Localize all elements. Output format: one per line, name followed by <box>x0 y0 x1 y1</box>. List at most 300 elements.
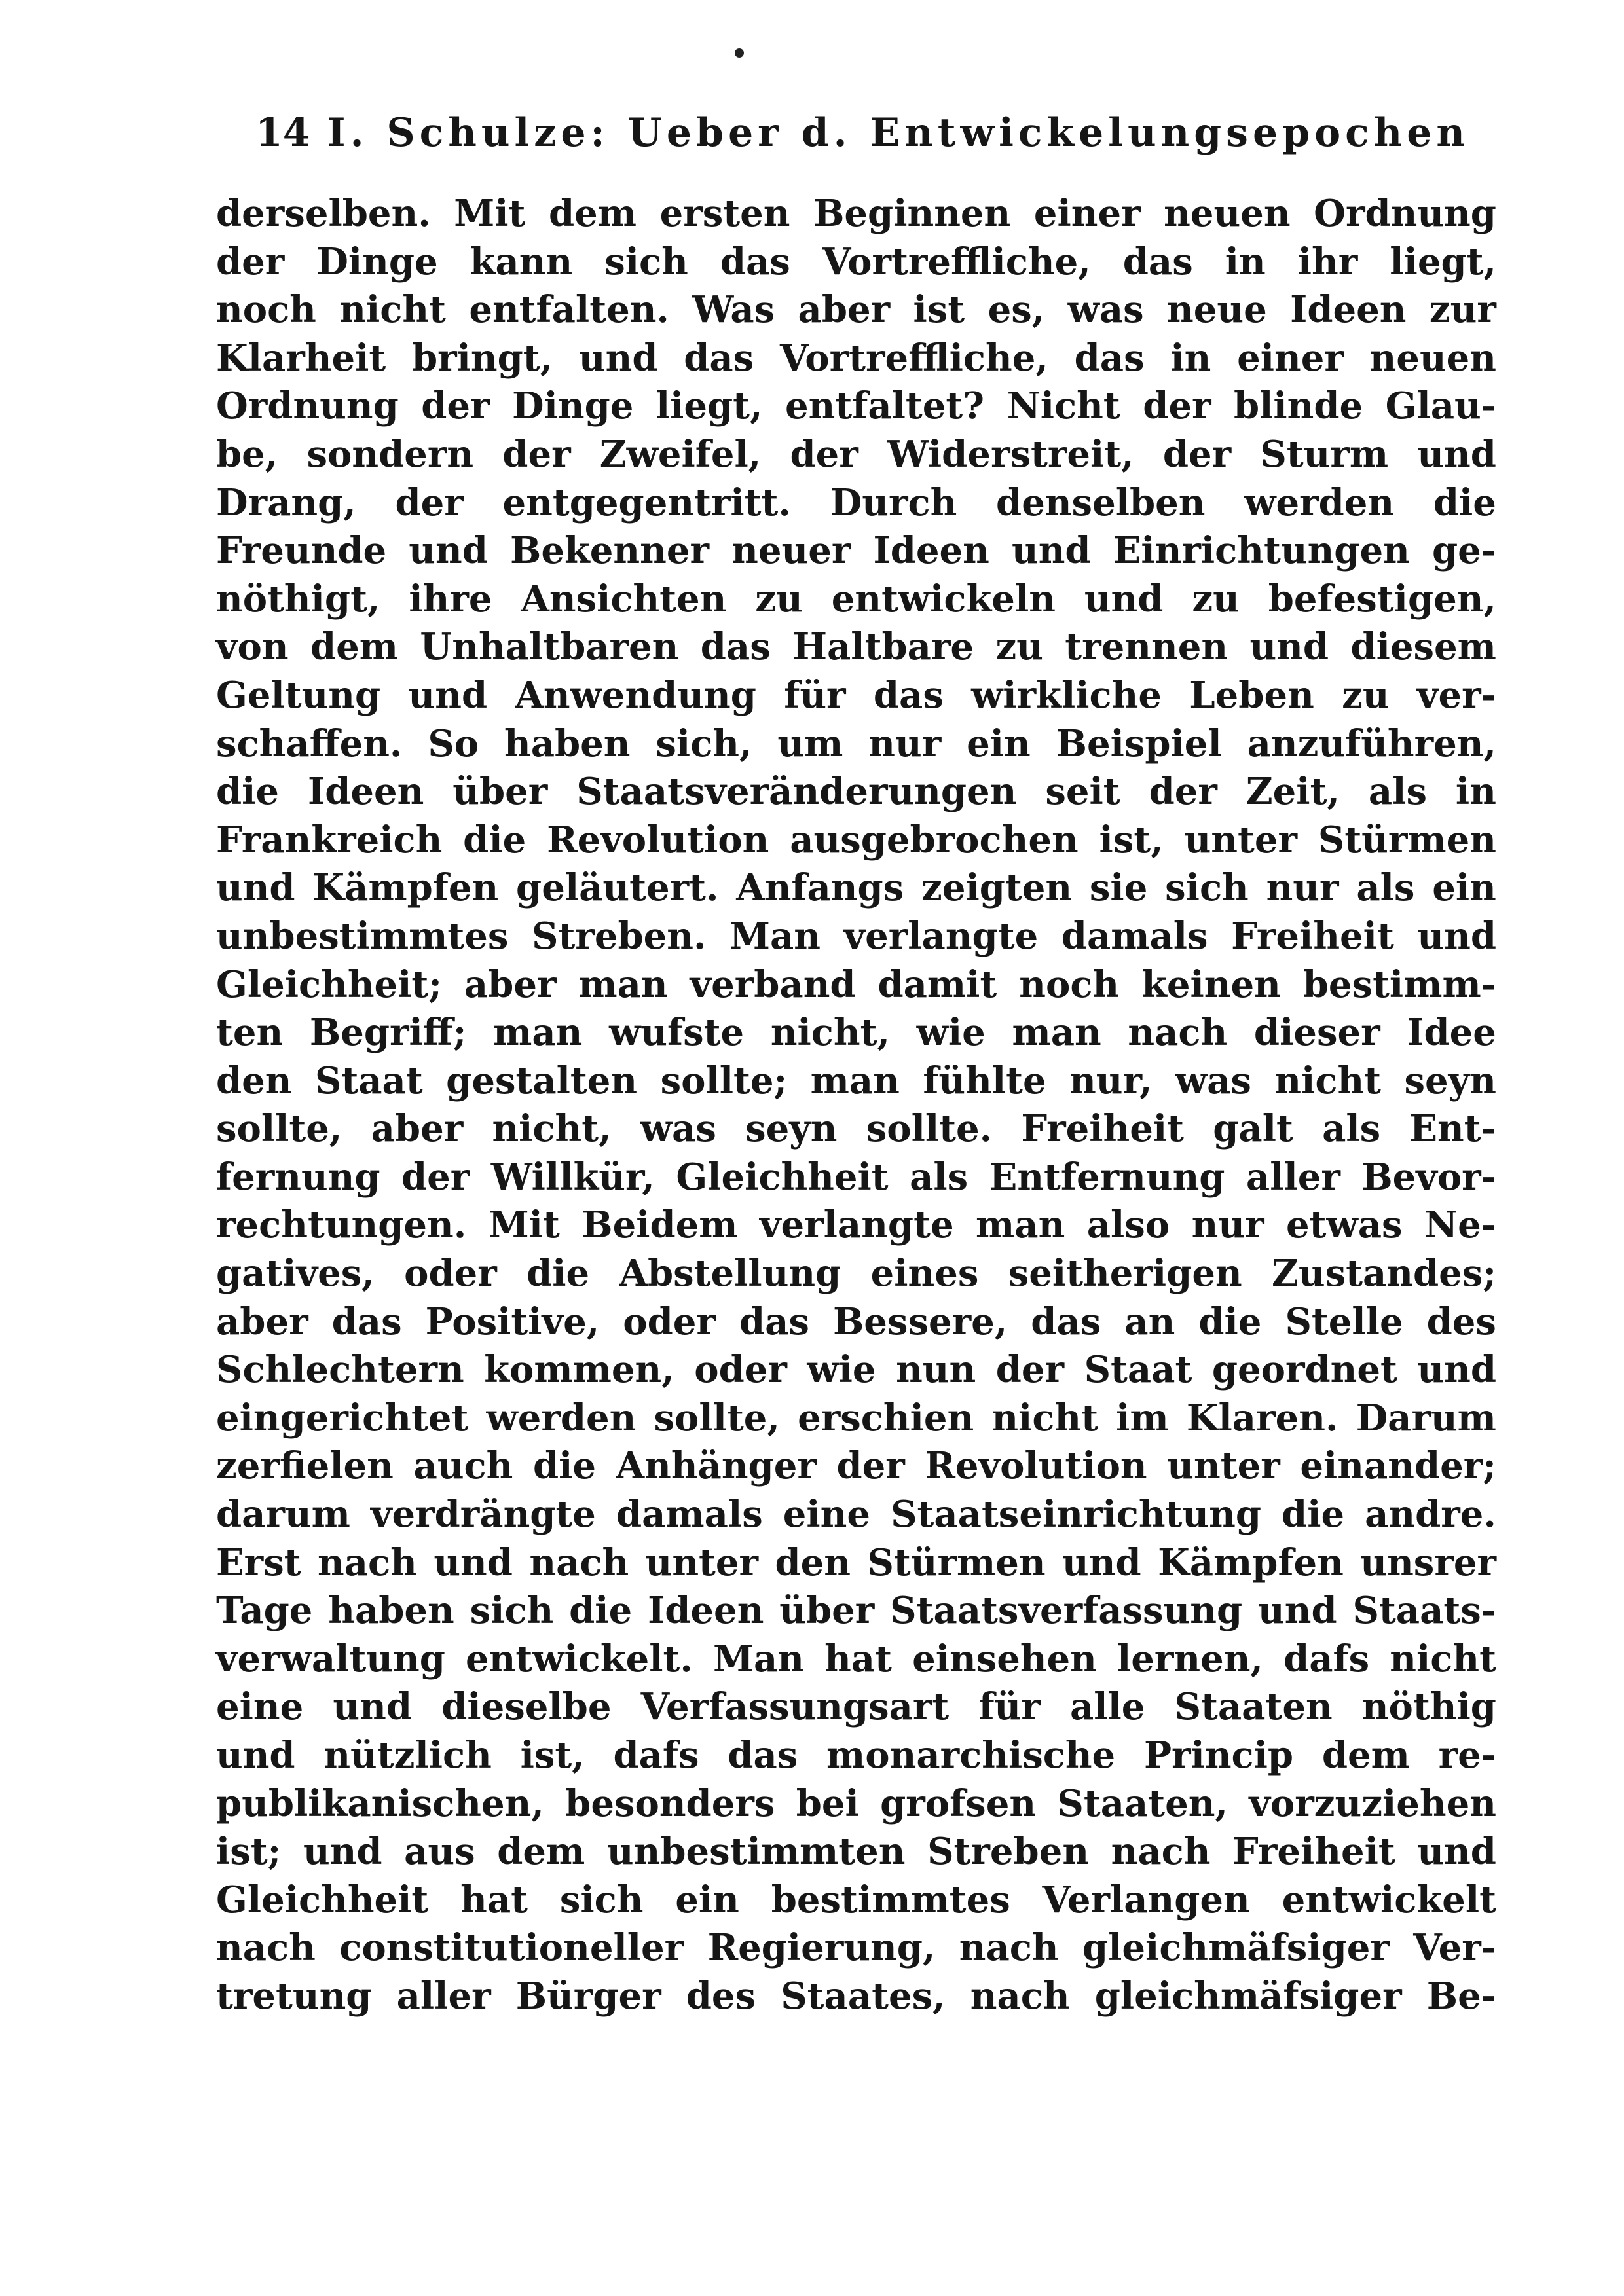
word: nach <box>1128 1011 1228 1055</box>
word: zu <box>755 577 803 621</box>
word: einander; <box>1300 1444 1496 1488</box>
word: Willkür, <box>490 1155 655 1199</box>
word: andre. <box>1365 1493 1496 1537</box>
text-line <box>216 1154 1496 1202</box>
word: nöthig <box>1361 1685 1496 1729</box>
word: Staats- <box>1352 1589 1496 1633</box>
text-line <box>216 1587 1496 1635</box>
word: etwas <box>1285 1203 1403 1247</box>
word: oder <box>694 1348 787 1392</box>
word: nöthigt, <box>216 577 380 621</box>
word: der <box>790 432 858 476</box>
word: es, <box>987 288 1045 332</box>
word: nützlich <box>323 1734 492 1777</box>
text-line <box>216 335 1496 383</box>
word: von <box>216 625 289 669</box>
word: Streben <box>927 1830 1090 1874</box>
text-line <box>216 1828 1496 1876</box>
word: Revolution <box>925 1444 1147 1488</box>
word: nur <box>868 721 942 765</box>
word: und <box>1417 1830 1496 1874</box>
word: Kämpfen <box>1158 1540 1344 1584</box>
word: des <box>686 1974 756 2018</box>
word: damals <box>1061 914 1208 958</box>
word: hat <box>824 1637 892 1681</box>
word: bei <box>796 1781 859 1825</box>
word: aus <box>404 1830 475 1874</box>
word: Erst <box>216 1540 301 1584</box>
word: einsehen <box>912 1637 1097 1681</box>
running-header <box>255 110 1480 162</box>
word: aber <box>216 1300 308 1343</box>
word: und <box>434 1540 513 1584</box>
word: nicht <box>1390 1637 1496 1681</box>
word: dem <box>497 1830 585 1874</box>
word: Stelle <box>1285 1300 1403 1343</box>
word: für <box>978 1685 1041 1729</box>
word: die <box>1433 481 1496 524</box>
text-line <box>216 672 1496 720</box>
word: Anhänger <box>616 1444 817 1488</box>
word: Zustandes; <box>1272 1252 1496 1296</box>
word: Geltung <box>216 673 381 717</box>
word: was <box>640 1107 716 1151</box>
text-line <box>216 720 1496 769</box>
word: nach <box>216 1926 316 1970</box>
word: werden <box>486 1396 637 1440</box>
word: das <box>873 673 944 717</box>
word: dem <box>1321 1734 1410 1777</box>
word: oder <box>404 1252 497 1296</box>
word: Ordnung <box>216 384 399 428</box>
text-line <box>216 238 1496 287</box>
text-line <box>216 1057 1496 1106</box>
word: die <box>463 818 526 862</box>
word: Dinge <box>512 384 634 428</box>
word: bringt, <box>411 336 553 380</box>
word: tretung <box>216 1974 372 2018</box>
word: unter <box>645 1540 759 1584</box>
word: werden <box>1244 481 1395 524</box>
word: ver- <box>1416 673 1496 717</box>
word: den <box>216 1059 292 1102</box>
word: geordnet <box>1211 1348 1397 1392</box>
word: Kämpfen <box>312 866 499 910</box>
word: Ideen <box>648 1589 764 1633</box>
word: über <box>452 770 548 814</box>
word: in <box>1455 770 1496 814</box>
word: entgegentritt. <box>502 481 791 524</box>
word: Freunde <box>216 529 387 573</box>
word: Vortreffliche, <box>822 240 1091 283</box>
word: ihr <box>1297 240 1358 283</box>
word: sich <box>1165 866 1249 910</box>
word: und <box>216 1734 295 1777</box>
word: zerfielen <box>216 1444 394 1488</box>
word: den <box>775 1540 851 1584</box>
word: eingerichtet <box>216 1396 469 1440</box>
word: nach <box>970 1974 1070 2018</box>
word: Staates, <box>781 1974 946 2018</box>
word: und <box>409 529 488 573</box>
word: be, <box>216 432 278 476</box>
ink-speck <box>735 48 744 58</box>
word: nur, <box>1069 1059 1153 1102</box>
text-line <box>216 1442 1496 1491</box>
word: sie <box>1089 866 1148 910</box>
word: der <box>502 432 571 476</box>
word: und <box>1258 1589 1337 1633</box>
text-line <box>216 286 1496 335</box>
word: und <box>1417 432 1496 476</box>
word: erschien <box>798 1396 974 1440</box>
word: und <box>578 336 658 380</box>
word: Leben <box>1189 673 1314 717</box>
word: Abstellung <box>619 1252 841 1296</box>
word: nach <box>959 1926 1059 1970</box>
word: einer <box>1033 192 1141 235</box>
word: eine <box>783 1493 871 1537</box>
word: Be- <box>1426 1974 1496 2018</box>
word: Staat <box>1084 1348 1192 1392</box>
word: man <box>1012 1011 1101 1055</box>
word: das <box>1122 240 1193 283</box>
word: keinen <box>1141 962 1281 1006</box>
word: ist; <box>216 1830 282 1874</box>
text-line <box>216 1298 1496 1347</box>
word: und <box>1417 1348 1496 1392</box>
text-line <box>216 382 1496 431</box>
word: zu <box>1342 673 1390 717</box>
word: gestalten <box>446 1059 638 1102</box>
word: aller <box>396 1974 491 2018</box>
word: unter <box>1184 818 1298 862</box>
word: So <box>428 721 479 765</box>
word: Ver- <box>1413 1926 1496 1970</box>
word: liegt, <box>655 384 763 428</box>
word: dieselbe <box>441 1685 612 1729</box>
word: grofsen <box>880 1781 1037 1825</box>
word: verdrängte <box>370 1493 596 1537</box>
word: verwaltung <box>216 1637 445 1681</box>
word: man <box>578 962 668 1006</box>
word: noch <box>1019 962 1120 1006</box>
word: dem <box>549 192 637 235</box>
word: der <box>836 1444 905 1488</box>
text-line <box>216 1539 1496 1588</box>
word: was <box>1175 1059 1251 1102</box>
word: entfaltet? <box>785 384 985 428</box>
word: wufste <box>609 1011 745 1055</box>
word: Einrichtungen <box>1113 529 1410 573</box>
word: Ne- <box>1424 1203 1496 1247</box>
word: Streben. <box>532 914 707 958</box>
word: der <box>421 384 490 428</box>
word: nicht, <box>770 1011 890 1055</box>
word: über <box>779 1589 875 1633</box>
text-line <box>216 1105 1496 1154</box>
word: ein <box>675 1878 739 1922</box>
text-line <box>216 1201 1496 1250</box>
word: blinde <box>1233 384 1363 428</box>
word: entwickelt. <box>466 1637 693 1681</box>
text-line <box>216 575 1496 624</box>
word: sondern <box>306 432 474 476</box>
word: Staatsverfassung <box>890 1589 1243 1633</box>
word: nach <box>318 1540 417 1584</box>
word: gatives, <box>216 1252 375 1296</box>
text-line <box>216 1924 1496 1973</box>
word: nur <box>1191 1203 1264 1247</box>
word: der <box>216 240 285 283</box>
word: Beispiel <box>1056 721 1222 765</box>
text-line <box>216 768 1496 816</box>
word: der <box>401 1155 470 1199</box>
word: derselben. <box>216 192 431 235</box>
word: Anfangs <box>736 866 904 910</box>
word: ist, <box>520 1734 585 1777</box>
word: Mit <box>454 192 526 235</box>
word: nur <box>1266 866 1339 910</box>
word: dafs <box>1283 1637 1370 1681</box>
word: lernen, <box>1117 1637 1263 1681</box>
word: Haltbare <box>792 625 974 669</box>
word: verlangte <box>759 1203 954 1247</box>
word: trennen <box>1065 625 1228 669</box>
word: eines <box>870 1252 979 1296</box>
text-line <box>216 1009 1496 1057</box>
word: und <box>408 673 488 717</box>
word: vorzuziehen <box>1249 1781 1496 1825</box>
word: Stürmen <box>1318 818 1496 862</box>
word: des <box>1426 1300 1496 1343</box>
word: Ideen <box>873 529 989 573</box>
word: einer <box>1237 336 1344 380</box>
word: unbestimmten <box>606 1830 906 1874</box>
word: zur <box>1429 288 1496 332</box>
word: für <box>784 673 846 717</box>
word: galt <box>1213 1107 1293 1151</box>
word: Durch <box>830 481 957 524</box>
word: Glau- <box>1385 384 1496 428</box>
word: und <box>216 866 295 910</box>
word: und <box>1417 914 1496 958</box>
text-line <box>216 961 1496 1010</box>
word: dafs <box>613 1734 699 1777</box>
word: die <box>526 1252 590 1296</box>
word: Schlechtern <box>216 1348 464 1392</box>
text-line <box>216 1250 1496 1298</box>
word: dieser <box>1253 1011 1380 1055</box>
word: kann <box>470 240 573 283</box>
word: ein <box>967 721 1031 765</box>
word: Klarheit <box>216 336 386 380</box>
word: die <box>216 770 280 814</box>
word: das <box>684 336 754 380</box>
word: Staat <box>314 1059 423 1102</box>
body-text <box>216 190 1496 2021</box>
word: entfalten. <box>469 288 669 332</box>
word: haben <box>328 1589 454 1633</box>
word: die <box>1198 1300 1262 1343</box>
word: publikanischen, <box>216 1781 544 1825</box>
word: also <box>1086 1203 1170 1247</box>
word: wie <box>807 1348 876 1392</box>
word: Gleichheit; <box>216 962 442 1006</box>
word: nicht <box>1274 1059 1382 1102</box>
word: nicht <box>339 288 446 332</box>
word: Verlangen <box>1042 1878 1250 1922</box>
word: oder <box>623 1300 716 1343</box>
word: Freiheit <box>1021 1107 1185 1151</box>
word: aller <box>1246 1155 1340 1199</box>
word: Widerstreit, <box>887 432 1134 476</box>
word: Freiheit <box>1231 914 1394 958</box>
word: aber <box>798 288 891 332</box>
text-line <box>216 1973 1496 2021</box>
word: Idee <box>1407 1011 1496 1055</box>
word: zu <box>995 625 1043 669</box>
word: eine <box>216 1685 304 1729</box>
word: anzuführen, <box>1247 721 1496 765</box>
word: und <box>1011 529 1091 573</box>
word: seitherigen <box>1008 1252 1242 1296</box>
word: die <box>1282 1493 1345 1537</box>
word: das <box>728 1734 798 1777</box>
word: neuen <box>1369 336 1496 380</box>
word: fühlte <box>923 1059 1046 1102</box>
word: das <box>331 1300 402 1343</box>
word: nach <box>529 1540 629 1584</box>
word: Gleichheit <box>216 1878 429 1922</box>
word: Staaten <box>1174 1685 1333 1729</box>
word: Staatsveränderungen <box>576 770 1017 814</box>
word: diesem <box>1350 625 1496 669</box>
word: entwickeln <box>831 577 1056 621</box>
word: Frankreich <box>216 818 443 862</box>
word: auch <box>413 1444 513 1488</box>
word: Bevor- <box>1361 1155 1496 1199</box>
word: re- <box>1438 1734 1496 1777</box>
word: sollte. <box>866 1107 993 1151</box>
word: das <box>1031 1300 1101 1343</box>
word: und <box>303 1830 382 1874</box>
word: Verfassungsart <box>640 1685 950 1729</box>
word: Bürger <box>515 1974 661 2018</box>
word: Begriff; <box>309 1011 467 1055</box>
word: Beginnen <box>813 192 1011 235</box>
text-line <box>216 431 1496 479</box>
text-line <box>216 623 1496 672</box>
word: bestimmtes <box>771 1878 1010 1922</box>
word: alle <box>1069 1685 1145 1729</box>
word: bestimm- <box>1302 962 1496 1006</box>
word: als <box>910 1155 969 1199</box>
word: man <box>810 1059 900 1102</box>
word: ist, <box>1099 818 1164 862</box>
word: Tage <box>216 1589 313 1633</box>
word: noch <box>216 288 316 332</box>
word: Ansichten <box>521 577 727 621</box>
word: Staatseinrichtung <box>891 1493 1261 1537</box>
word: der <box>1143 384 1211 428</box>
word: monarchische <box>826 1734 1116 1777</box>
word: wirkliche <box>971 673 1162 717</box>
word: sich, <box>655 721 752 765</box>
word: Zweifel, <box>599 432 762 476</box>
word: damit <box>877 962 997 1006</box>
word: seit <box>1045 770 1120 814</box>
word: Anwendung <box>515 673 756 717</box>
word: darum <box>216 1493 350 1537</box>
word: Nicht <box>1006 384 1120 428</box>
word: Entfernung <box>989 1155 1225 1199</box>
word: damals <box>616 1493 763 1537</box>
word: Ordnung <box>1314 192 1496 235</box>
word: ein <box>1432 866 1496 910</box>
word: sollte; <box>660 1059 788 1102</box>
text-line <box>216 1732 1496 1780</box>
word: sich <box>470 1589 554 1633</box>
word: verband <box>690 962 856 1006</box>
word: zu <box>1192 577 1240 621</box>
word: ten <box>216 1011 284 1055</box>
word: Dinge <box>316 240 438 283</box>
word: als <box>1356 866 1415 910</box>
word: an <box>1124 1300 1175 1343</box>
word: haben <box>504 721 631 765</box>
word: Man <box>712 1637 804 1681</box>
word: verlangte <box>843 914 1039 958</box>
word: Beidem <box>581 1203 738 1247</box>
word: unter <box>1167 1444 1280 1488</box>
word: man <box>493 1011 583 1055</box>
word: das <box>739 1300 809 1343</box>
word: Man <box>729 914 821 958</box>
word: hat <box>460 1878 528 1922</box>
word: denselben <box>996 481 1206 524</box>
word: Staaten, <box>1057 1781 1228 1825</box>
word: rechtungen. <box>216 1203 467 1247</box>
word: sollte, <box>654 1396 780 1440</box>
word: ersten <box>659 192 790 235</box>
word: Ideen <box>308 770 424 814</box>
word: sich <box>559 1878 644 1922</box>
word: im <box>1116 1396 1169 1440</box>
word: und <box>1249 625 1329 669</box>
text-line <box>216 1876 1496 1925</box>
word: Bekenner <box>510 529 709 573</box>
word: schaffen. <box>216 721 403 765</box>
word: geläutert. <box>516 866 719 910</box>
word: der <box>995 1348 1065 1392</box>
word: gleichmäfsiger <box>1082 1926 1390 1970</box>
word: aber <box>464 962 557 1006</box>
word: unsrer <box>1360 1540 1496 1584</box>
word: aber <box>371 1107 464 1151</box>
word: Princip <box>1143 1734 1294 1777</box>
word: um <box>777 721 843 765</box>
word: als <box>1368 770 1427 814</box>
word: das <box>1074 336 1145 380</box>
word: liegt, <box>1390 240 1496 283</box>
word: nicht, <box>492 1107 612 1151</box>
word: Sturm <box>1260 432 1389 476</box>
word: der <box>1149 770 1217 814</box>
word: gleichmäfsiger <box>1094 1974 1402 2018</box>
word: als <box>1322 1107 1381 1151</box>
word: ausgebrochen <box>790 818 1079 862</box>
